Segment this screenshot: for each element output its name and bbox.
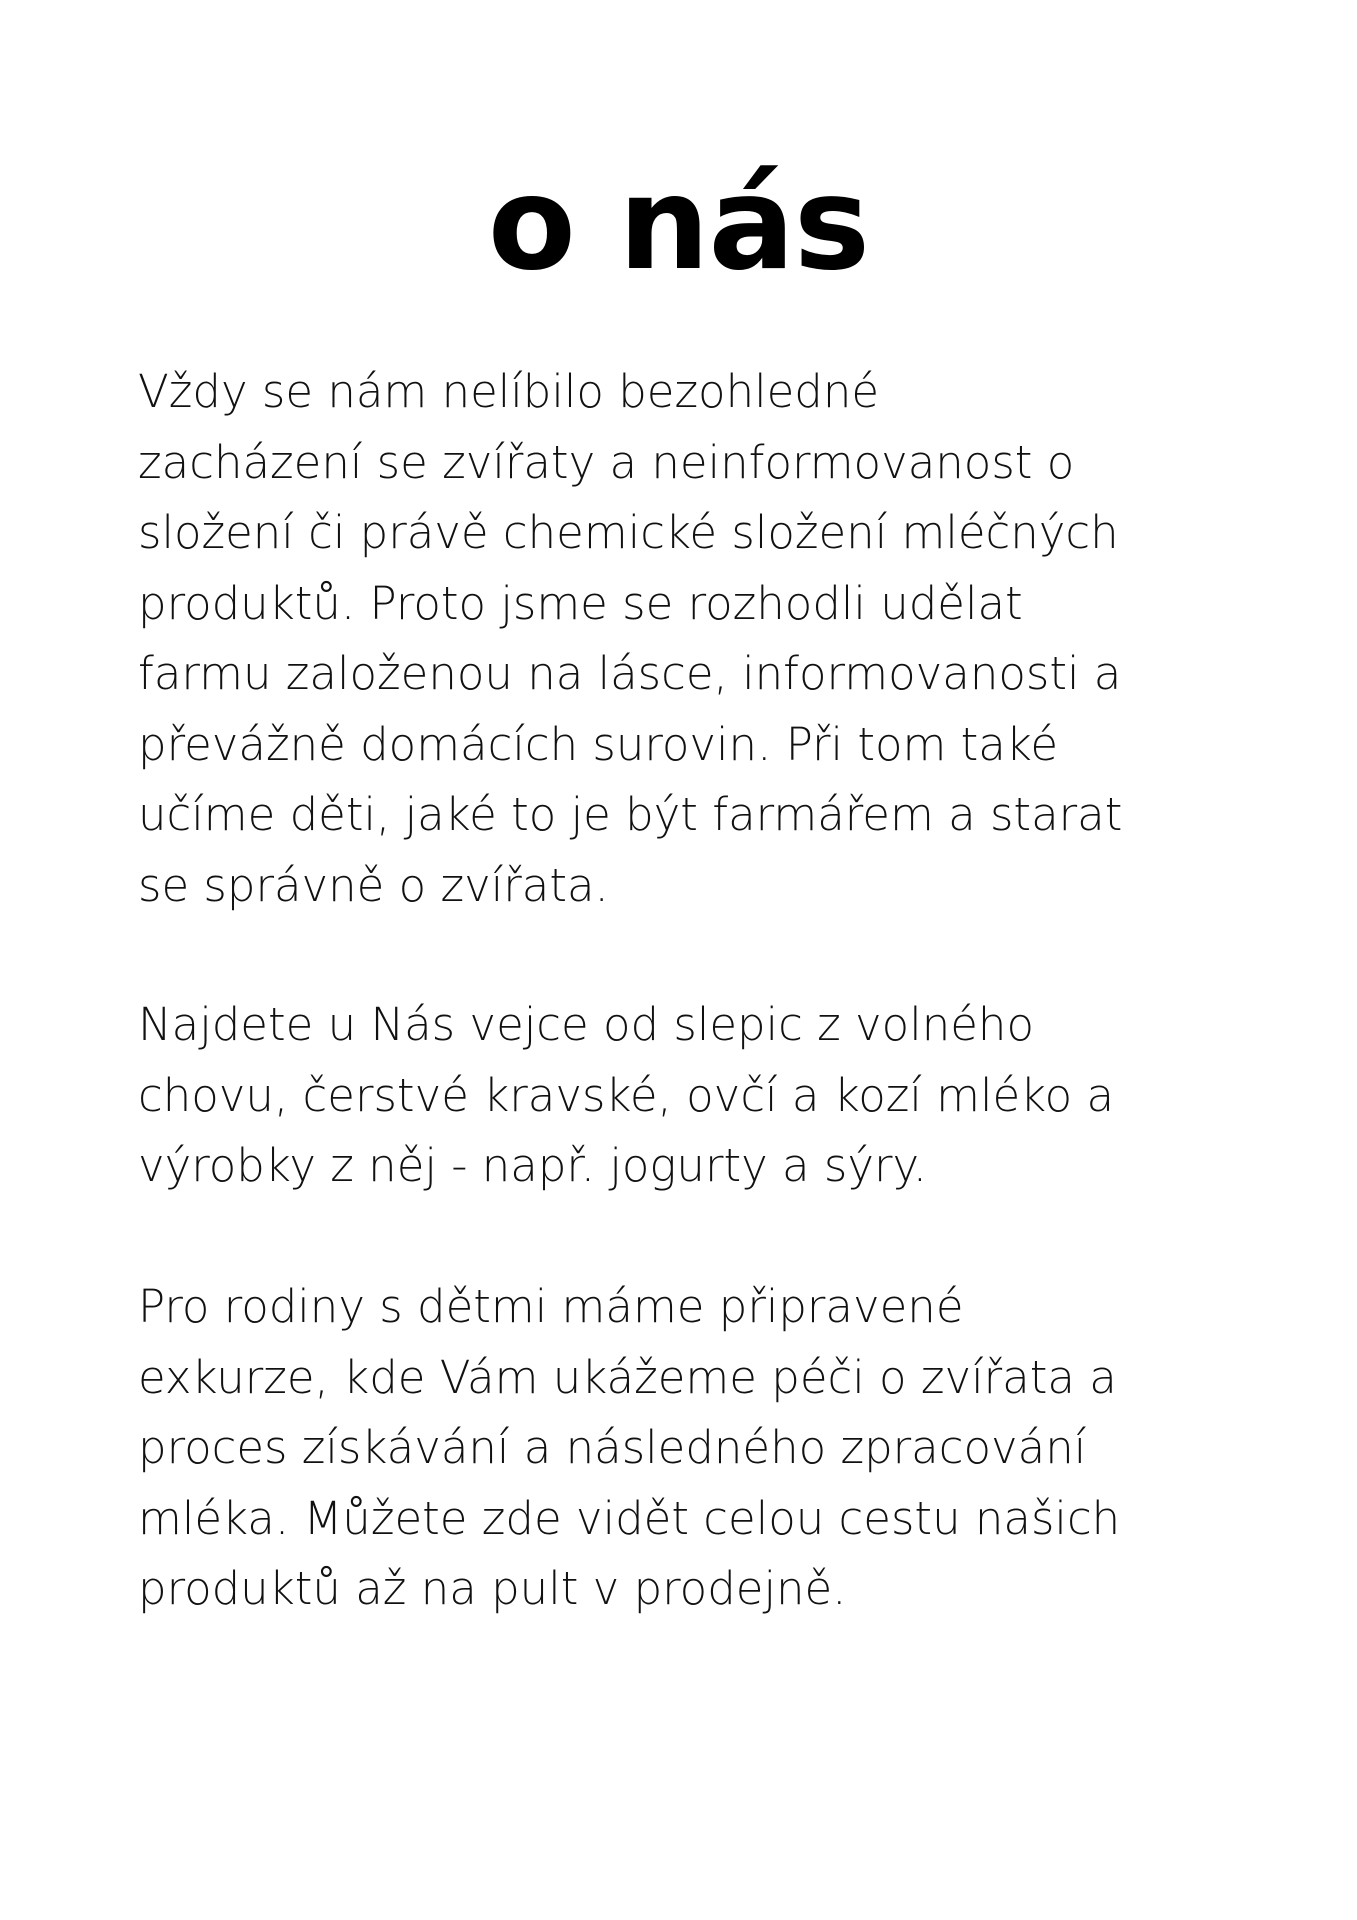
paragraph-about-farm: Vždy se nám nelíbilo bezohledné zacházení se zvířaty a neinformovanost o složení či právě chemické složení mléčných produktů. Proto jsme se rozhodli udělat farmu založenou na lásce, informovanosti a převážně domácích surovin. Při tom také učíme děti, jaké to je být farmářem a starat se správně o zvířata.: [138, 365, 1123, 912]
page-title: o nás: [487, 150, 870, 299]
paragraph-excursions: Pro rodiny s dětmi máme připravené exkurze, kde Vám ukážeme péči o zvířata a proces získávání a následného zpracování mléka. Můžete zde vidět celou cestu našich produktů až na pult v prodejně.: [138, 1280, 1121, 1615]
paragraph-products: Najdete u Nás vejce od slepic z volného chovu, čerstvé kravské, ovčí a kozí mléko a výrobky z něj - např. jogurty a sýry.: [138, 998, 1115, 1192]
